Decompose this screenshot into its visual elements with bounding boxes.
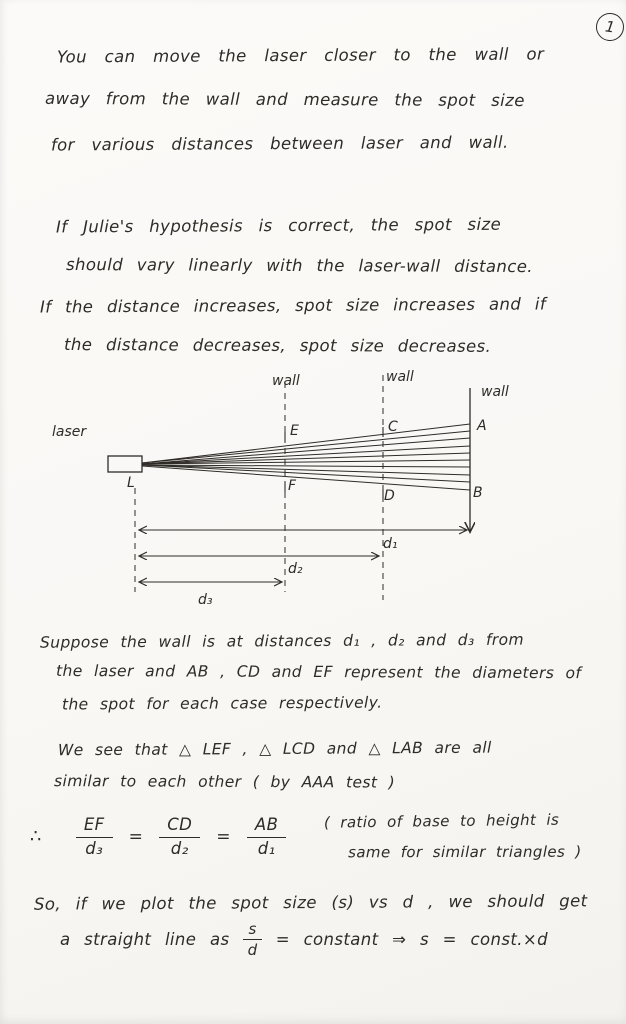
fraction-denominator: d	[247, 941, 258, 959]
distance-label-d2: d₂	[288, 561, 303, 577]
paragraph-explanation	[39, 630, 582, 727]
therefore-symbol: ∴	[30, 826, 42, 847]
spot-edge-ticks	[285, 427, 383, 499]
wall-label: wall	[481, 384, 509, 400]
laser-label: laser	[52, 424, 87, 440]
point-label-B: B	[473, 485, 483, 501]
handwritten-text: = constant ⇒ s = const.×d	[275, 929, 548, 949]
distance-arrows	[140, 530, 466, 582]
fraction-numerator: AB	[247, 817, 286, 838]
fraction-numerator: CD	[159, 817, 200, 838]
fraction-s-d	[243, 922, 261, 958]
paragraph-hypothesis	[38, 214, 547, 378]
page-number-circle	[594, 11, 626, 43]
equation-note	[324, 805, 582, 869]
laser-rays	[142, 424, 470, 490]
point-label-E: E	[290, 423, 299, 439]
distance-label-d1: d₁	[383, 536, 398, 552]
paragraph-similarity	[40, 738, 492, 808]
page-number: 1	[604, 17, 616, 37]
handwritten-line: So, if we plot the spot size (s) vs d , we should get	[33, 891, 588, 914]
point-label-A: A	[477, 418, 487, 434]
fraction-EF-d3	[76, 817, 113, 857]
equals-sign: =	[128, 826, 144, 847]
handwritten-line: the laser and AB , CD and EF represent the diameters of	[56, 661, 582, 683]
handwritten-line: If the distance increases, spot size increases and if	[39, 294, 547, 317]
handwritten-line: the distance decreases, spot size decreases.	[64, 335, 492, 356]
handwritten-line: for various distances between laser and wall.	[50, 132, 509, 155]
note-line: ( ratio of base to height is	[324, 810, 560, 832]
wall-label: wall	[272, 373, 300, 389]
distance-label-d3: d₃	[198, 592, 213, 608]
fraction-AB-d1	[247, 817, 286, 857]
handwritten-text: a straight line as	[60, 929, 230, 949]
fraction-denominator: d₂	[170, 838, 189, 858]
fraction-numerator: EF	[76, 817, 113, 838]
point-label-F: F	[288, 478, 297, 494]
laser-body	[108, 456, 142, 472]
handwritten-line: away from the wall and measure the spot size	[45, 88, 525, 111]
handwritten-line: We see that △ LEF , △ LCD and △ LAB are all	[57, 738, 492, 760]
laser-ray	[142, 424, 470, 463]
fraction-CD-d2	[159, 817, 200, 857]
equals-sign: =	[216, 826, 231, 847]
handwritten-line: similar to each other ( by AAA test )	[54, 772, 396, 792]
paragraph-conclusion-line1	[33, 891, 588, 914]
handwritten-line: should vary linearly with the laser-wall distance.	[66, 255, 533, 277]
point-label-D: D	[384, 488, 395, 504]
handwritten-line: If Julie's hypothesis is correct, the spot size	[55, 214, 502, 237]
fraction-numerator: s	[243, 922, 261, 940]
paragraph-conclusion-line2	[60, 922, 548, 958]
note-line: same for similar triangles )	[348, 842, 583, 862]
point-label-L: L	[127, 475, 135, 491]
fraction-denominator: d₃	[85, 838, 104, 858]
fraction-denominator: d₁	[257, 838, 276, 858]
wall-label: wall	[386, 369, 414, 385]
handwritten-line: You can move the laser closer to the wall or	[56, 44, 545, 67]
point-label-C: C	[388, 419, 398, 435]
spot-size-diagram	[0, 368, 626, 620]
ratio-equation	[30, 806, 582, 868]
handwritten-line: Suppose the wall is at distances d₁ , d₂ and d₃ from	[39, 630, 525, 652]
handwritten-line: the spot for each case respectively.	[61, 693, 383, 714]
paragraph-intro	[45, 44, 545, 180]
